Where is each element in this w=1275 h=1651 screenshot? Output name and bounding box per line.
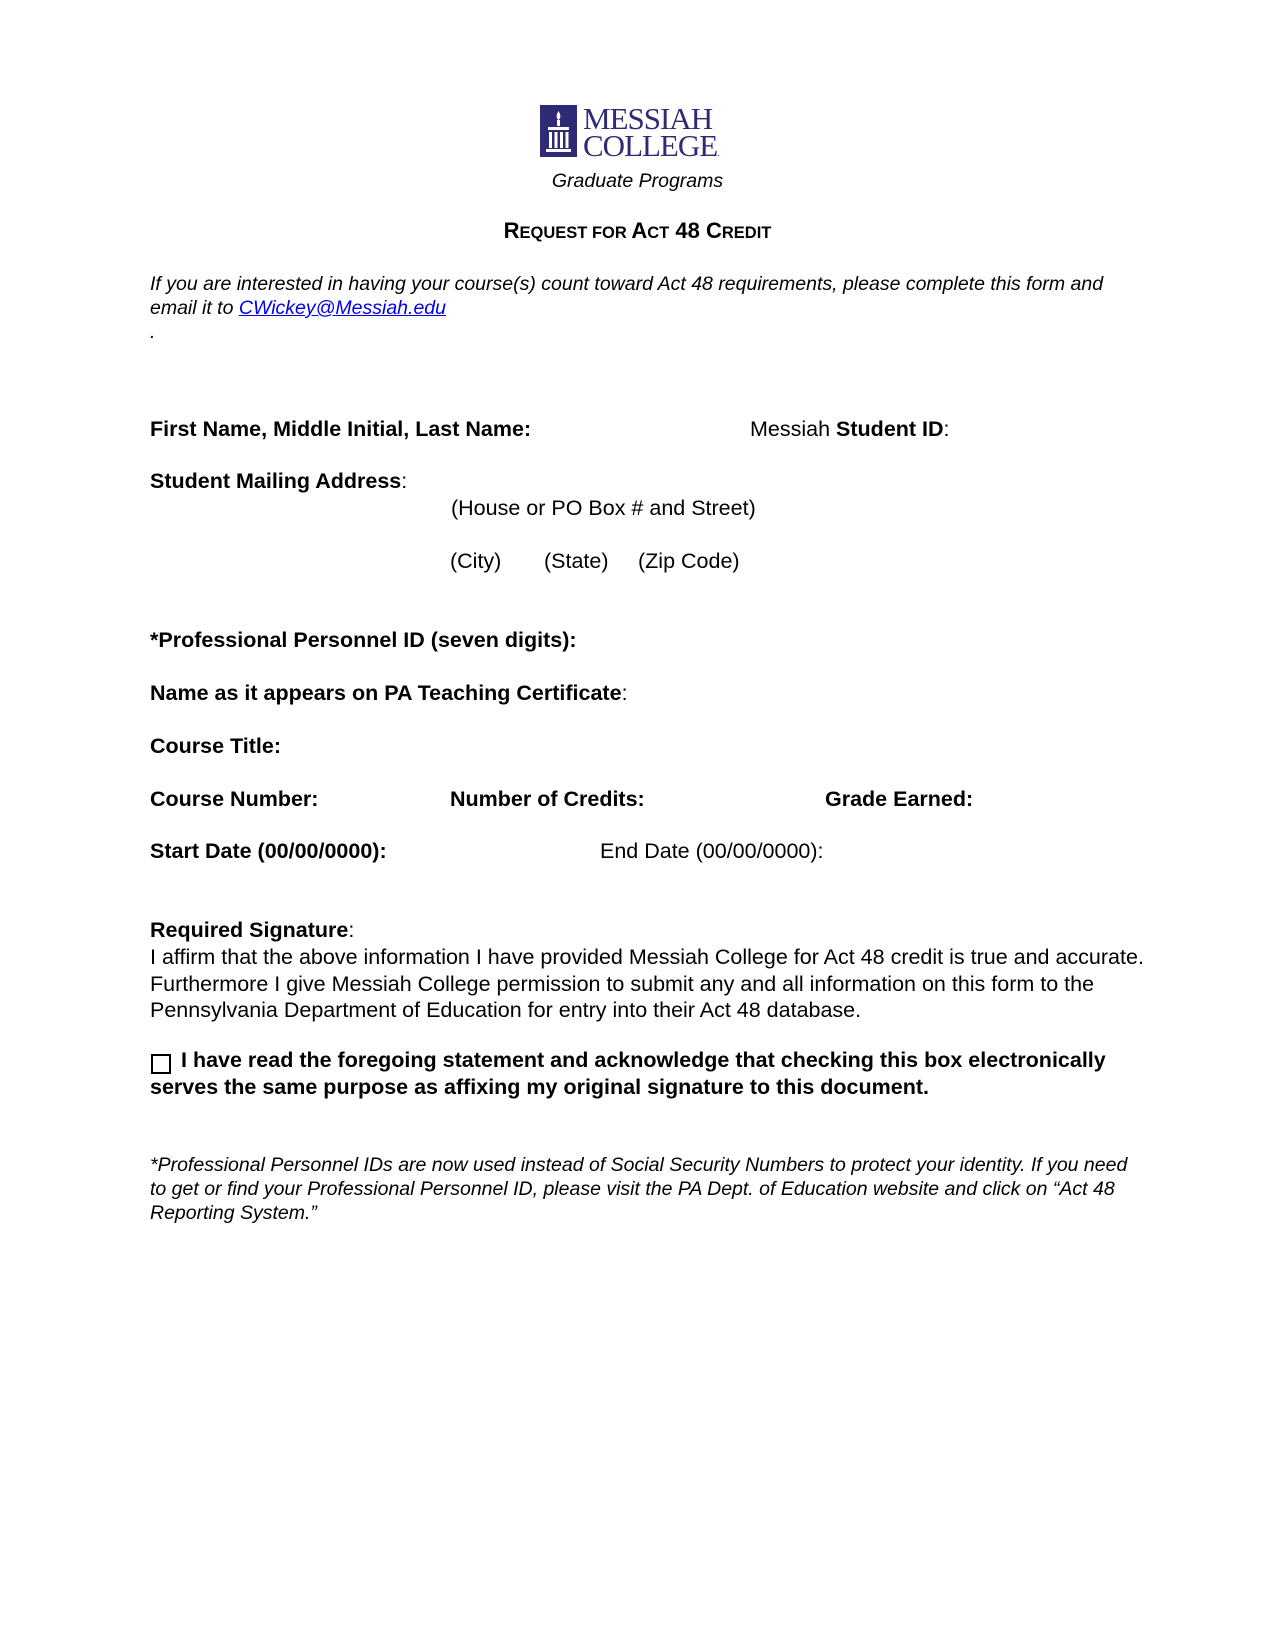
intro-paragraph — [150, 272, 1130, 344]
state-hint: (State) — [544, 549, 609, 573]
name-label: First Name, Middle Initial, Last Name: — [150, 417, 532, 441]
student-id-label: Messiah Student ID: — [750, 417, 950, 441]
city-hint: (City) — [450, 549, 502, 573]
cert-name-label: Name as it appears on PA Teaching Certificate: — [150, 681, 628, 705]
logo-wordmark-line2: COLLEGE. — [583, 128, 720, 163]
signature-label: Required Signature: — [150, 918, 355, 942]
form-title: REQUEST FOR ACT 48 CREDIT — [503, 218, 772, 243]
start-date-label: Start Date (00/00/0000): — [150, 839, 387, 863]
page-subtitle: Graduate Programs — [551, 170, 724, 192]
course-title-label: Course Title: — [150, 734, 282, 758]
grade-label: Grade Earned: — [825, 787, 974, 811]
email-link[interactable]: CWickey@Messiah.edu — [238, 297, 446, 319]
acknowledge-text: I have read the foregoing statement and acknowledge that checking this box electronically serves the same purpose as affixing my original signature to this document. — [150, 1048, 1106, 1099]
mailing-address-label: Student Mailing Address: — [150, 469, 408, 493]
signature-checkbox[interactable] — [151, 1054, 171, 1074]
footnote: *Professional Personnel IDs are now used instead of Social Security Numbers to protect your identity. If you need to get or find your Professional Personnel ID, please visit the PA Dept. of Education website and click on “Act 48 Reporting System.” — [150, 1154, 1128, 1224]
college-tower-icon — [540, 105, 577, 157]
intro-trailing-mark: . — [150, 321, 156, 343]
logo-wordmark-line1: MESSIAH — [583, 101, 713, 136]
zip-hint: (Zip Code) — [638, 549, 740, 573]
signature-statement: I affirm that the above information I have provided Messiah College for Act 48 credit is true and accurate. Furthermore I give Messiah College permission to submit any and all information on this form to the Pennsylvania Department of Education for entry into their Act 48 database. — [150, 945, 1144, 1022]
ppid-label: *Professional Personnel ID (seven digits): — [150, 628, 577, 652]
end-date-label: End Date (00/00/0000): — [600, 839, 824, 863]
course-number-label: Course Number: — [150, 787, 319, 811]
credits-label: Number of Credits: — [450, 787, 645, 811]
street-hint: (House or PO Box # and Street) — [451, 496, 756, 520]
intro-text: If you are interested in having your course(s) count toward Act 48 requirements, please complete this form and email it to — [150, 273, 1104, 319]
college-logo — [540, 101, 740, 163]
